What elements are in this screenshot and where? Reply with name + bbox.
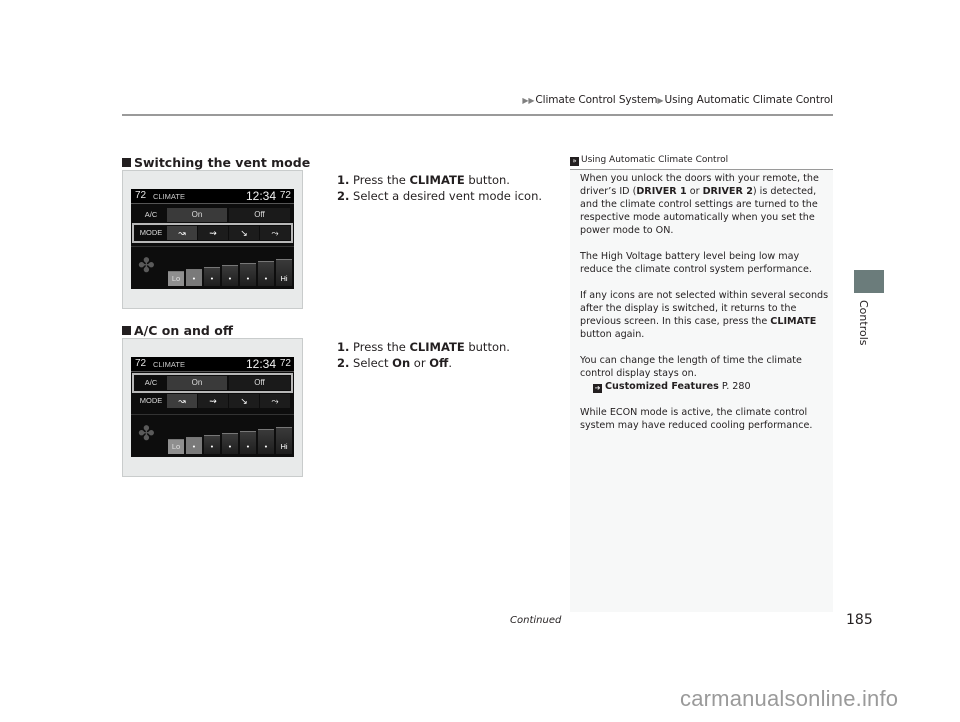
mode-row: MODE ↝ ⇝ ↘ ⤳ (135, 394, 290, 408)
clock: 12:34 (245, 189, 276, 203)
fan-level-hi[interactable]: Hi (276, 427, 292, 454)
page-number: 185 (846, 612, 873, 628)
note-paragraph: You can change the length of time the climate control display stays on. (580, 355, 802, 379)
fan-level[interactable]: • (222, 433, 238, 454)
screen-status-bar (131, 357, 294, 372)
temp-left: 72 (135, 358, 147, 369)
arrow-right-icon: ➔ (594, 384, 601, 392)
fan-icon: ✤ (138, 423, 155, 445)
fan-level[interactable]: • (186, 437, 202, 454)
fan-level[interactable]: • (186, 269, 202, 286)
clock: 12:34 (245, 357, 276, 371)
section-title: A/C on and off (122, 323, 233, 338)
screen-title: CLIMATE (153, 192, 185, 201)
watermark: carmanualsonline.info (680, 686, 899, 711)
fan-level[interactable]: • (240, 263, 256, 286)
screen-title: CLIMATE (153, 360, 185, 369)
vent-face-icon[interactable]: ↝ (167, 226, 197, 240)
note-heading: » Using Automatic Climate Control (570, 155, 833, 170)
note-body (580, 172, 830, 445)
chapter-label: Controls (857, 300, 870, 346)
fan-level-lo[interactable]: Lo (168, 439, 184, 454)
step: 2. Select a desired vent mode icon. (337, 189, 543, 203)
fan-icon: ✤ (138, 255, 155, 277)
note-paragraph: When you unlock the doors with your remote, the driver’s ID (DRIVER 1 or DRIVER 2) is detected, and the climate control settings are turned to the respective mode automatically when you set the power mode to ON. (580, 173, 819, 236)
breadcrumb (522, 94, 833, 106)
step: 1. Press the CLIMATE button. (337, 340, 510, 354)
climate-screen (131, 189, 294, 289)
fan-level-lo[interactable]: Lo (168, 271, 184, 286)
triangle-right-icon: ▶ (657, 96, 664, 105)
vent-face-icon[interactable]: ↝ (167, 394, 197, 408)
climate-screen-illustration (122, 170, 303, 309)
note-paragraph: If any icons are not selected within several seconds after the display is switched, it returns to the previous screen. In this case, press the CLIMATE button again. (580, 290, 829, 340)
note-sidebar (570, 155, 833, 612)
double-chevron-icon: » (570, 157, 579, 166)
breadcrumb-item[interactable]: Climate Control System (535, 94, 658, 106)
ac-on-button[interactable]: On (167, 208, 227, 222)
vent-face-floor-icon[interactable]: ⇝ (198, 394, 228, 408)
note-paragraph: While ECON mode is active, the climate control system may have reduced cooling performance. (580, 407, 813, 431)
ac-row: A/C On Off (135, 376, 290, 390)
fan-level-hi[interactable]: Hi (276, 259, 292, 286)
fan-level[interactable]: • (204, 435, 220, 454)
step: 2. Select On or Off. (337, 356, 452, 370)
temp-right: 72 (279, 190, 291, 201)
temp-right: 72 (279, 358, 291, 369)
climate-screen (131, 357, 294, 457)
chapter-tab[interactable] (854, 270, 884, 293)
vent-floor-defrost-icon[interactable]: ⤳ (260, 226, 290, 240)
step-list (337, 339, 510, 371)
note-paragraph: The High Voltage battery level being low may reduce the climate control system performance. (580, 251, 812, 275)
step-list (337, 172, 542, 204)
header-divider (122, 114, 833, 116)
fan-level[interactable]: • (258, 429, 274, 454)
fan-level[interactable]: • (240, 431, 256, 454)
fan-level[interactable]: • (258, 261, 274, 286)
square-bullet-icon (122, 158, 131, 167)
ac-on-button[interactable]: On (167, 376, 227, 390)
continued-label: Continued (510, 615, 562, 626)
ac-off-button[interactable]: Off (229, 208, 290, 222)
fan-speed-area (131, 246, 294, 290)
ac-row: A/C On Off (135, 208, 290, 222)
step: 1. Press the CLIMATE button. (337, 173, 510, 187)
fan-level[interactable]: • (222, 265, 238, 286)
vent-floor-icon[interactable]: ↘ (229, 226, 259, 240)
vent-floor-defrost-icon[interactable]: ⤳ (260, 394, 290, 408)
mode-row: MODE ↝ ⇝ ↘ ⤳ (135, 226, 290, 240)
screen-status-bar (131, 189, 294, 204)
climate-screen-illustration (122, 338, 303, 477)
cross-reference-link[interactable]: ➔ Customized Features P. 280 (594, 381, 751, 392)
triangle-right-icon: ▶▶ (522, 96, 535, 105)
temp-left: 72 (135, 190, 147, 201)
fan-speed-area (131, 414, 294, 458)
square-bullet-icon (122, 326, 131, 335)
breadcrumb-item[interactable]: Using Automatic Climate Control (664, 94, 833, 106)
ac-off-button[interactable]: Off (229, 376, 290, 390)
fan-level[interactable]: • (204, 267, 220, 286)
vent-floor-icon[interactable]: ↘ (229, 394, 259, 408)
vent-face-floor-icon[interactable]: ⇝ (198, 226, 228, 240)
section-title: Switching the vent mode (122, 155, 310, 170)
